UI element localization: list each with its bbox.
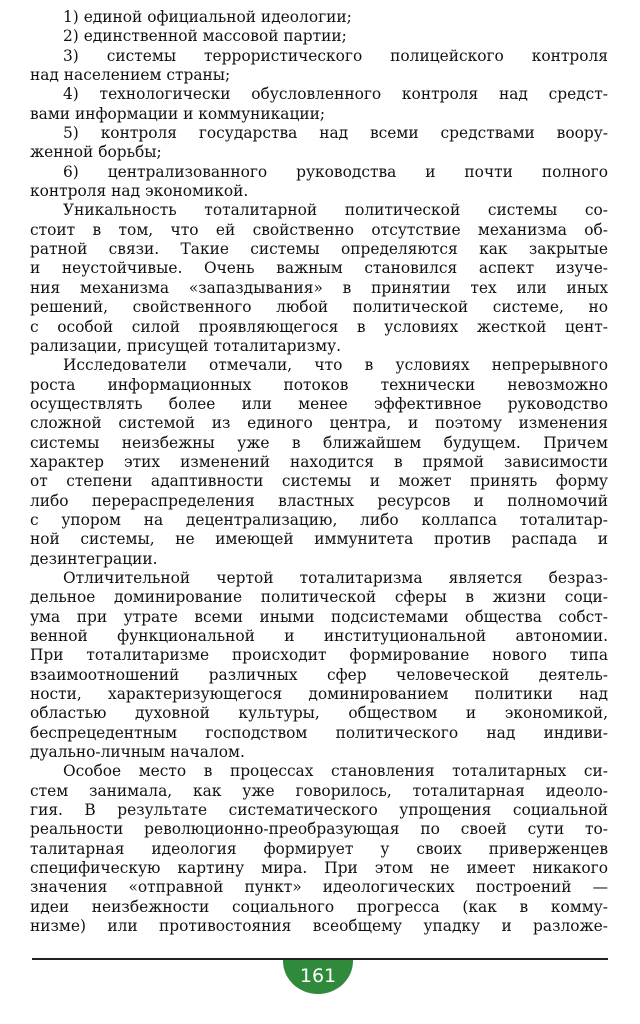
text-line: роста информационных потоков технически невозможно xyxy=(30,375,608,394)
text-line: ности, характеризующегося доминированием политики над xyxy=(30,685,608,704)
text-line: решений, свойственного любой политической системе, но xyxy=(30,298,608,317)
text-line: венной функциональной и институциональной автономии. xyxy=(30,627,608,645)
text-line: талитарная идеология формирует у своих приверженцев xyxy=(30,839,608,858)
text-line: стем занимала, как уже говорилось, тоталитарная идеоло- xyxy=(30,781,608,800)
text-line: женной борьбы; xyxy=(30,143,162,162)
text-line: дезинтеграции. xyxy=(30,549,158,568)
text-line: 6) централизованного руководства и почти полного xyxy=(63,162,608,181)
text-line: над населением страны; xyxy=(30,66,231,85)
text-line: сложной системой из единого центра, и поэтому изменения xyxy=(30,414,608,433)
text-line: либо перераспределения властных ресурсов и полномочий xyxy=(30,491,608,510)
text-line: 2) единственной массовой партии; xyxy=(63,27,347,46)
text-line: идеи неизбежности социального прогресса (как в комму- xyxy=(30,897,608,916)
text-line: Особое место в процессах становления тоталитарных си- xyxy=(63,762,608,781)
text-line: 1) единой официальной идеологии; xyxy=(63,8,352,26)
text-line: и неустойчивые. Очень важным становился аспект изуче- xyxy=(30,259,608,278)
text-line: 4) технологически обусловленного контроля над средст- xyxy=(63,85,608,104)
text-line: 3) системы террористического полицейского контроля xyxy=(63,46,608,65)
document-page xyxy=(30,8,608,936)
text-line: стоит в том, что ей свойственно отсутствие механизма об- xyxy=(30,220,608,239)
text-line: осуществлять более или менее эффективное руководство xyxy=(30,394,608,413)
text-line: значения «отправной пункт» идеологических построений — xyxy=(30,878,608,897)
page-number-badge: 161 xyxy=(283,960,353,994)
text-line: Уникальность тоталитарной политической системы со- xyxy=(63,201,608,220)
text-line: дуально-личным началом. xyxy=(30,743,245,762)
text-line: гия. В результате систематического упрощения социальной xyxy=(30,801,608,820)
text-line: Отличительной чертой тоталитаризма является безраз- xyxy=(63,568,608,587)
text-line: ния механизма «запаздывания» в принятии тех или иных xyxy=(30,278,608,297)
text-line: ной системы, не имеющей иммунитета против распада и xyxy=(30,530,608,549)
text-line: с упором на децентрализацию, либо коллапса тоталитар- xyxy=(30,510,608,529)
text-line: областью духовной культуры, обществом и экономикой, xyxy=(30,704,608,723)
text-line: дельное доминирование политической сферы в жизни соци- xyxy=(30,588,608,607)
text-line: от степени адаптивности системы и может принять форму xyxy=(30,472,608,491)
text-line: контроля над экономикой. xyxy=(30,182,249,201)
text-line: низме) или противостояния всеобщему упадку и разложе- xyxy=(30,917,608,936)
text-line: специфическую картину мира. При этом не имеет никакого xyxy=(30,859,608,878)
text-line: беспрецедентным господством политического над индиви- xyxy=(30,723,608,742)
text-line: вами информации и коммуникации; xyxy=(30,104,326,123)
text-line: Исследователи отмечали, что в условиях непрерывного xyxy=(63,356,608,375)
text-line: рализации, присущей тоталитаризму. xyxy=(30,336,342,355)
text-line: При тоталитаризме происходит формирование нового типа xyxy=(30,646,608,665)
text-line: взаимоотношений различных сфер человеческой деятель- xyxy=(30,665,608,684)
text-line: характер этих изменений находится в прямой зависимости xyxy=(30,452,608,471)
text-line: ума при утрате всеми иными подсистемами общества собст- xyxy=(30,607,608,626)
text-line: системы неизбежны уже в ближайшем будущем. Причем xyxy=(30,433,608,452)
text-line: 5) контроля государства над всеми средствами воору- xyxy=(63,124,608,143)
text-line: с особой силой проявляющегося в условиях жесткой цент- xyxy=(30,317,608,336)
text-line: ратной связи. Такие системы определяются как закрытые xyxy=(30,240,608,259)
text-line: реальности революционно-преобразующая по своей сути то- xyxy=(30,820,608,839)
